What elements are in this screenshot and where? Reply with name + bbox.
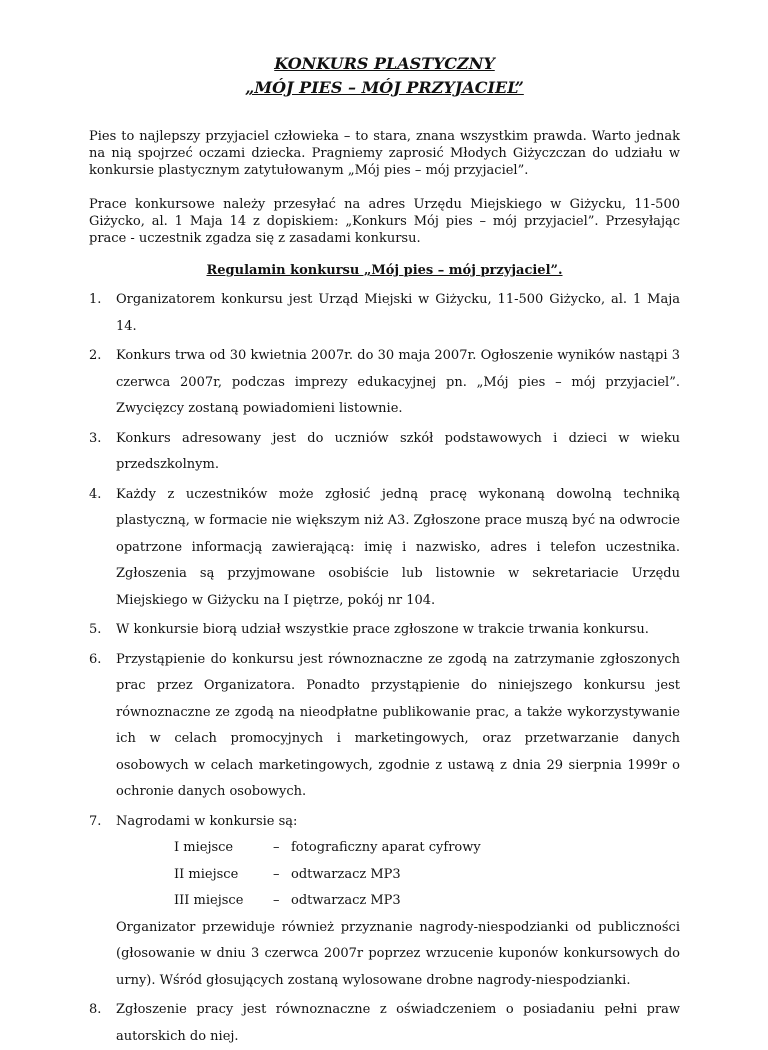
prize-dash: –	[273, 866, 280, 882]
prize-row	[116, 862, 680, 889]
prize-row	[116, 835, 680, 862]
prize-dash: –	[273, 893, 280, 908]
item-number: 1.	[89, 292, 102, 307]
list-item	[89, 343, 680, 423]
prize-place: III miejsce	[174, 893, 244, 908]
item-number: 3.	[89, 430, 102, 446]
item-text: Konkurs trwa od 30 kwietnia 2007r. do 30 maja 2007r. Ogłoszenie wyników nastąpi 3 czerwca 2007r, podczas imprezy edukacyjnej pn. „Mój pies – mój przyjaciel”. Zwycięzcy zostaną powiadomieni listownie.	[116, 348, 680, 416]
prizes-list	[116, 835, 680, 915]
item-text: Nagrodami w konkursie są:	[116, 813, 298, 829]
list-item	[89, 426, 680, 479]
item-text: Zgłoszenie pracy jest równoznaczne z oświadczeniem o posiadaniu pełni praw autorskich do niej.	[116, 1002, 680, 1044]
item-text: Przystąpienie do konkursu jest równoznaczne ze zgodą na zatrzymanie zgłoszonych prac przez Organizatora. Ponadto przystąpienie do niniejszego konkursu jest równoznaczne ze zgodą na nieodpłatne publikowanie prac, a także wykorzystywanie ich w celach promocyjnych i marketingowych, oraz przetwarzanie danych osobowych w celach marketingowych, zgodnie z ustawą z dnia 29 sierpnia 1999r o ochronie danych osobowych.	[116, 651, 680, 799]
prize-name: fotograficzny aparat cyfrowy	[291, 840, 481, 855]
prize-place: II miejsce	[174, 866, 239, 882]
item-number: 4.	[89, 486, 102, 502]
prize-place: I miejsce	[174, 840, 234, 855]
item-text: Każdy z uczestników może zgłosić jedną pracę wykonaną dowolną techniką plastyczną, w formacie nie większym niż A3. Zgłoszone prace muszą być na odwrocie opatrzone informacją zawierającą: imię i nazwisko, adres i telefon uczestnika. Zgłoszenia są przyjmowane osobiście lub listownie w sekretariacie Urzędu Miejskiego w Giżycku na I piętrze, pokój nr 104.	[116, 486, 680, 608]
item-number: 7.	[89, 813, 102, 829]
item-text: W konkursie biorą udział wszystkie prace zgłoszone w trakcie trwania konkursu.	[116, 622, 649, 637]
prize-name: odtwarzacz MP3	[291, 866, 401, 882]
item-number: 2.	[89, 348, 102, 363]
item-number: 8.	[89, 1002, 102, 1017]
title-line-2: „MÓJ PIES – MÓJ PRZYJACIEL”	[245, 78, 524, 97]
prize-name: odtwarzacz MP3	[291, 893, 401, 908]
regulations-list	[89, 287, 680, 1050]
submission-paragraph: Prace konkursowe należy przesyłać na adres Urzędu Miejskiego w Giżycku, 11-500 Giżycko, al. 1 Maja 14 z dopiskiem: „Konkurs Mój pies – mój przyjaciel”. Przesyłając prace - uczestnik zgadza się z zasadami konkursu.	[89, 197, 680, 246]
list-item	[89, 809, 680, 995]
item-number: 6.	[89, 651, 102, 667]
list-item	[89, 997, 680, 1050]
intro-paragraph: Pies to najlepszy przyjaciel człowieka – to stara, znana wszystkim prawda. Warto jednak na nią spojrzeć oczami dziecka. Pragniemy zaprosić Młodych Giżyczczan do udziału w konkursie plastycznym zatytułowanym „Mój pies – mój przyjaciel”.	[89, 129, 680, 178]
regulations-heading: Regulamin konkursu „Mój pies – mój przyjaciel”.	[206, 263, 563, 278]
prize-row	[116, 888, 680, 915]
list-item	[89, 647, 680, 806]
prize-dash: –	[273, 840, 280, 855]
list-item	[89, 617, 680, 644]
item-text: Konkurs adresowany jest do uczniów szkół podstawowych i dzieci w wieku przedszkolnym.	[116, 430, 680, 472]
list-item	[89, 482, 680, 615]
title-line-1: KONKURS PLASTYCZNY	[274, 54, 495, 73]
item-text: Organizatorem konkursu jest Urząd Miejski w Giżycku, 11-500 Giżycko, al. 1 Maja 14.	[116, 292, 680, 334]
list-item	[89, 287, 680, 340]
item-number: 5.	[89, 622, 102, 637]
prizes-note: Organizator przewiduje również przyznanie nagrody-niespodzianki od publiczności (głosowanie w dniu 3 czerwca 2007r poprzez wrzucenie kuponów konkursowych do urny). Wśród głosujących zostaną wylosowane drobne nagrody-niespodzianki.	[116, 919, 680, 988]
